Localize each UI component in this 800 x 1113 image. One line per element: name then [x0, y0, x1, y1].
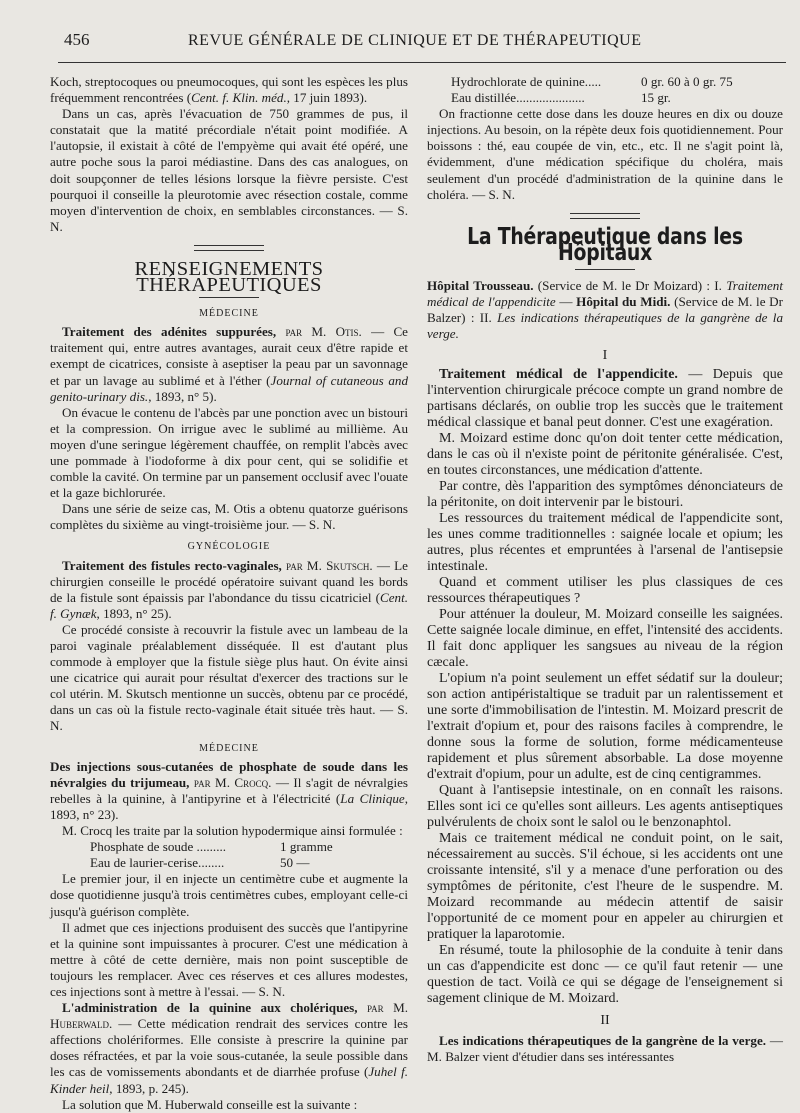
- appendicite-paragraph-9: Mais ce traitement médical ne conduit point, on le sait, nécessairement au succès. S'il échoue, si les accidents ont une croissante intensité, s'il y a menace d'une perforation ou des symptômes de péritonite, c'est l'heure de le suspendre. M. Moizard recommande au médecin attentif de saisir l'opportunité de ce moment pour en appeler au chirurgien et pratiquer la laparotomie.: [427, 831, 783, 943]
- hospitals-summary: Hôpital Trousseau. (Service de M. le Dr Moizard) : I. Traitement médical de l'appendicite — Hôpital du Midi. (Service de M. le Dr Balzer) : II. Les indications thérapeutiques de la gangrène de la verge.: [427, 277, 783, 342]
- left-column: [50, 74, 408, 1113]
- crocq-paragraph-3: Le premier jour, il en injecte un centimètre cube et augmente la dose quotidienne jusqu'à trois centimètres cubes, employant celle-ci jusqu'à guérison complète.: [50, 871, 408, 919]
- appendicite-paragraph-2: M. Moizard estime donc qu'on doit tenter cette médication, dans le cas où il n'existe point de péritonite généralisée. C'est, en toutes circonstances, une médication d'attente.: [427, 431, 783, 479]
- section-divider: [570, 213, 640, 219]
- appendicite-paragraph-3: Par contre, dès l'apparition des symptômes dénonciateurs de la péritonite, on doit intervenir par le bistouri.: [427, 479, 783, 511]
- part-numeral-1: I: [602, 348, 608, 364]
- appendicite-paragraph-5: Quand et comment utiliser les plus classiques de ces ressources thérapeutiques ?: [427, 575, 783, 607]
- fistules-paragraph-2: Ce procédé consiste à recouvrir la fistule avec un lambeau de la paroi vaginale préalablement disséquée. Il est d'autant plus commode à employer que la fistule siège plus haut. On évite ainsi une cicatrice qui aurait pour résultat d'exercer des tractions sur le col utérin. M. Skutsch mentionne un succès, obtenu par ce procédé, dans un cas où la fistule recto-vaginale était située très haut. — S. N.: [50, 621, 408, 734]
- recipe-line: Eau de laurier-cerise........ 50 —: [90, 855, 310, 871]
- crocq-paragraph-2: M. Crocq les traite par la solution hypodermique ainsi formulée :: [62, 823, 403, 839]
- appendicite-paragraph-10: En résumé, toute la philosophie de la conduite à tenir dans un cas d'appendicite est donc — ce qu'il faut retenir — une question de tact. Voilà ce qui se dégage de l'enseignement si sagement clinique de M. Moizard.: [427, 943, 783, 1007]
- part-numeral-2: II: [600, 1013, 610, 1029]
- crocq-paragraph-4: Il admet que ces injections produisent des succès que l'antipyrine et la quinine sont impuissantes à procurer. C'est une médication à mettre à côté de cette dernière, mais non point susceptible de toujours les remplacer. Avec ces réserves et ces allures modestes, ces injections sont à mettre à l'essai. — S. N.: [50, 919, 408, 999]
- article-adenites: Traitement des adénites suppurées, par M. Otis. — Ce traitement qui, entre autres avantages, aurait ceux d'être rapide et exempt de cicatrices, consiste à aseptiser la peau par un savonnage et par un lavage au sublimé et à l'éther (Journal of cutaneous and genito-urinary dis., 1893, n° 5).: [50, 324, 408, 404]
- recipe-line: Hydrochlorate de quinine..... 0 gr. 60 à 0 gr. 75: [451, 74, 733, 89]
- title-underline: [575, 269, 635, 270]
- section-title: RENSEIGNEMENTS THÉRAPEUTIQUES: [134, 257, 324, 297]
- article-quinine: L'administration de la quinine aux cholériques, par M. Huberwald. — Cette médication rendrait des services contre les affections cholériformes. Elle consiste à prescrire la quinine par doses réfractées, et par la voie sous-cutanée, la seule possible dans les cas de vomissements abondants et de diarrhée profuse (Juhel f. Kinder heil, 1893, p. 245).: [50, 1000, 408, 1096]
- appendicite-paragraph-8: Quant à l'antisepsie intestinale, on en connaît les raisons. Elles sont ici ce qu'elles sont ailleurs. Les agents antiseptiques pulvérulents de choix sont le salol ou le benzonaphtol.: [427, 783, 783, 831]
- recipe-line: Phosphate de soude ......... 1 gramme: [90, 839, 333, 855]
- appendicite-paragraph-6: Pour atténuer la douleur, M. Moizard conseille les saignées. Cette saignée locale diminue, en effet, l'intensité des accidents. Il fait donc appliquer les sangsues au niveau de la région cæcale.: [427, 607, 783, 671]
- intro-paragraph-2: Dans un cas, après l'évacuation de 750 grammes de pus, il constatait que la matité précordiale n'était point modifiée. A l'autopsie, il existait à côté de l'empyème qui avait été opéré, une autre poche sous la paroi médiastine. Dans des cas analogues, on doit soupçonner de telles lésions lorsque la fièvre persiste. C'est pourquoi il conseille la pleurotomie avec résection costale, comme moyen d'intervention de choix, en semblables circonstances. — S. N.: [50, 106, 408, 234]
- intro-paragraph-1: Koch, streptocoques ou pneumocoques, qui sont les espèces les plus fréquemment rencontrées (Cent. f. Klin. méd., 17 juin 1893).: [50, 74, 408, 106]
- rubric-gynecologie: GYNÉCOLOGIE: [187, 541, 271, 553]
- quinine-paragraph-3: On fractionne cette dose dans les douze heures en dix ou douze injections. Au besoin, on la répète deux fois quotidiennement. Pour boissons : thé, eau coupée de vin, etc., etc. Il ne s'agit point là, évidemment, d'une médication spécifique du choléra, mais seulement d'un procédé d'administration de la quinine dans le choléra. — S. N.: [427, 106, 783, 202]
- article-fistules: Traitement des fistules recto-vaginales, par M. Skutsch. — Le chirurgien conseille le procédé opératoire suivant quand les bords de la fistule sont épaissis par l'abondance du tissu cicatriciel (Cent. f. Gynæk, 1893, n° 25).: [50, 557, 408, 621]
- adenites-paragraph-3: Dans une série de seize cas, M. Otis a obtenu quatorze guérisons complètes du sixième au vingt-troisième jour. — S. N.: [50, 501, 408, 533]
- recipe-line: Eau distillée..................... 15 gr.: [451, 90, 671, 106]
- page-header: [58, 26, 786, 63]
- right-column: [427, 74, 783, 1065]
- section-divider: [194, 245, 264, 251]
- title-underline: [199, 297, 259, 298]
- rubric-medecine: MÉDECINE: [199, 308, 259, 320]
- adenites-paragraph-2: On évacue le contenu de l'abcès par une ponction avec un bistouri et la compression. On irrigue avec le sublimé au millième. Au moyen d'une seringue légèrement chauffée, on remplit l'abcès avec une pommade à l'iodoforme à dix pour cent, qui se solidifie et comble la cavité. On termine par un pansement occlusif avec l'ouate et la gaze bichlorurée.: [50, 404, 408, 501]
- article-gangrene: Les indications thérapeutiques de la gangrène de la verge. — M. Balzer vient d'étudier dans ses intéressantes: [427, 1032, 784, 1064]
- page-number: 456: [64, 30, 90, 49]
- running-title: REVUE GÉNÉRALE DE CLINIQUE ET DE THÉRAPEUTIQUE: [188, 32, 642, 49]
- article-crocq: Des injections sous-cutanées de phosphate de soude dans les névralgies du trijumeau, par M. Crocq. — Il s'agit de névralgies rebelles à la quinine, à l'antipyrine et à l'électricité (La Clinique, 1893, n° 23).: [50, 758, 409, 822]
- hospitals-title: La Thérapeutique dans les Hôpitaux: [467, 223, 743, 266]
- appendicite-paragraph-7: L'opium n'a point seulement un effet sédatif sur la douleur; son action antipéristaltique se traduit par un ralentissement et une sorte d'immobilisation de l'intestin. M. Moizard prescrit de l'extrait d'opium et, pour des raisons faciles à comprendre, le donne sous la forme de solution, forme médicamenteuse rapidement et plus sûrement absorbable. La dose moyenne d'extrait d'opium, pour un adulte, est de cinq centigrammes.: [427, 671, 783, 783]
- article-appendicite: Traitement médical de l'appendicite. — Depuis que l'intervention chirurgicale précoce compte un grand nombre de partisans déclarés, on oublie trop les succès que le traitement médical classique et banal peut donner. C'est une exagération.: [427, 367, 783, 431]
- quinine-paragraph-2: La solution que M. Huberwald conseille est la suivante :: [62, 1096, 358, 1112]
- appendicite-paragraph-4: Les ressources du traitement médical de l'appendicite sont, les unes comme traditionnelles : saignée locale et opium; les autres, plus récentes et empruntées à l'arsenal de l'antisepsie intestinale.: [427, 511, 783, 575]
- rubric-medecine-2: MÉDECINE: [199, 742, 259, 754]
